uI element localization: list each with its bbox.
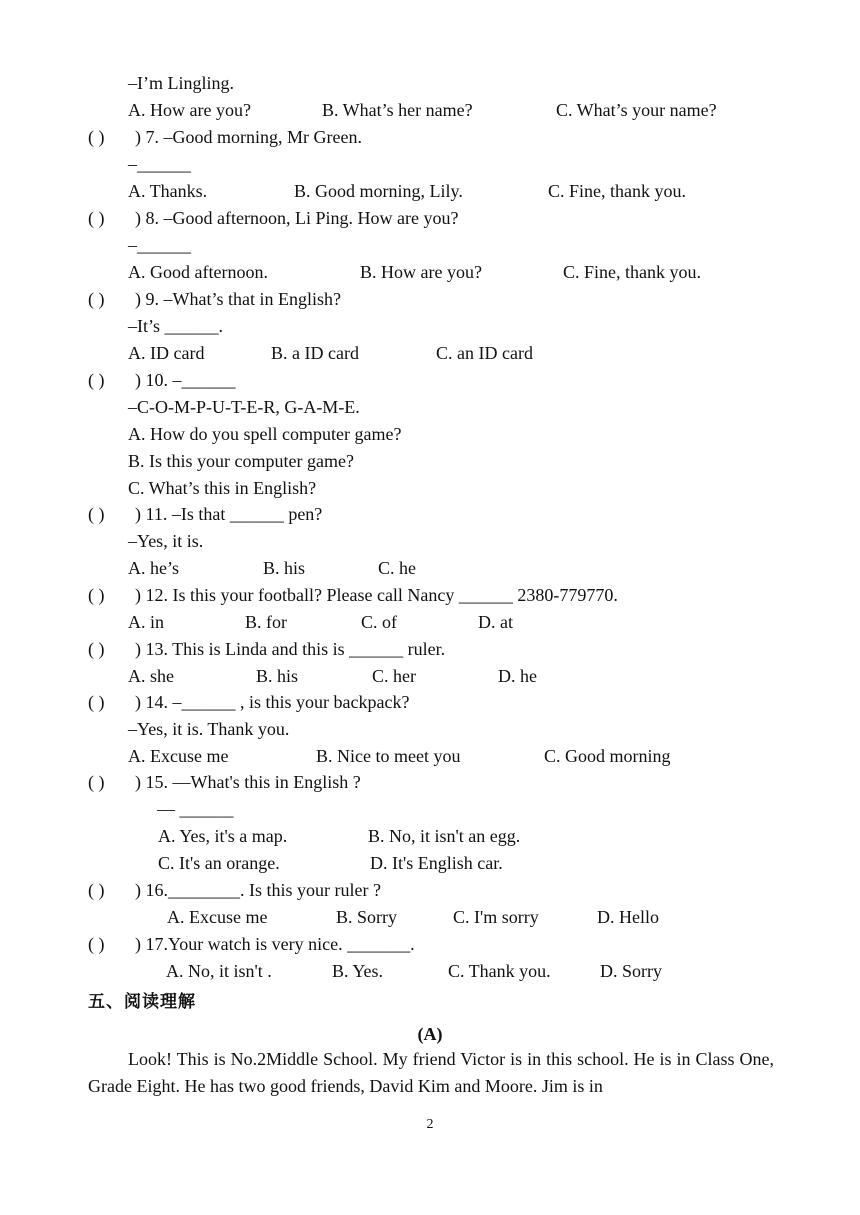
q8-stem: ) 8. –Good afternoon, Li Ping. How are you? [135, 208, 459, 228]
passage-label: (A) [417, 1024, 443, 1044]
q13-option-b: B. his [256, 666, 299, 686]
q12-option-a: A. in [128, 612, 164, 632]
q15-stem: ) 15. —What's this in English ? [135, 772, 361, 792]
q9-stem: ) 9. –What’s that in English? [135, 289, 341, 309]
q16-option-d: D. Hello [597, 907, 659, 927]
q6-option-a: A. How are you? [128, 100, 251, 120]
q7-option-a: A. Thanks. [128, 181, 208, 201]
q15-option-a: A. Yes, it's a map. [158, 826, 288, 846]
q14-line2: –Yes, it is. Thank you. [128, 719, 290, 739]
q8-option-c: C. Fine, thank you. [563, 262, 701, 282]
q16-answer-paren: ( ) [88, 880, 105, 900]
section-heading: 五、阅读理解 [88, 992, 196, 1012]
q10-stem: ) 10. –______ [135, 370, 236, 390]
q12-answer-paren: ( ) [88, 585, 105, 605]
q8-option-b: B. How are you? [360, 262, 482, 282]
q14-answer-paren: ( ) [88, 692, 105, 712]
q11-stem: ) 11. –Is that ______ pen? [135, 504, 323, 524]
q9-answer-paren: ( ) [88, 289, 105, 309]
q11-option-c: C. he [378, 558, 416, 578]
q13-option-c: C. her [372, 666, 416, 686]
q9-option-a: A. ID card [128, 343, 205, 363]
q17-answer-paren: ( ) [88, 934, 105, 954]
q8-answer-paren: ( ) [88, 208, 105, 228]
q8-blank: –______ [128, 235, 191, 255]
q7-answer-paren: ( ) [88, 127, 105, 147]
q12-option-d: D. at [478, 612, 513, 632]
q11-line2: –Yes, it is. [128, 531, 204, 551]
q14-option-c: C. Good morning [544, 746, 671, 766]
q10-answer-paren: ( ) [88, 370, 105, 390]
q15-answer-paren: ( ) [88, 772, 105, 792]
q15-line2: — ______ [157, 799, 234, 819]
q7-option-b: B. Good morning, Lily. [294, 181, 463, 201]
q15-option-d: D. It's English car. [370, 853, 503, 873]
page-number: 2 [426, 1117, 434, 1132]
q16-option-b: B. Sorry [336, 907, 398, 927]
q14-stem: ) 14. –______ , is this your backpack? [135, 692, 410, 712]
q13-stem: ) 13. This is Linda and this is ______ ruler. [135, 639, 446, 659]
q7-option-c: C. Fine, thank you. [548, 181, 686, 201]
q11-option-b: B. his [263, 558, 306, 578]
q17-option-b: B. Yes. [332, 961, 384, 981]
q6-answer-line: –I’m Lingling. [128, 73, 234, 93]
q9-option-b: B. a ID card [271, 343, 359, 363]
q9-line2: –It’s ______. [128, 316, 224, 336]
q13-option-d: D. he [498, 666, 537, 686]
reading-paragraph: Look! This is No.2Middle School. My friend Victor is in this school. He is in Class One, Grade Eight. He has two good friends, David Kim and Moore. Jim is in [88, 1049, 774, 1096]
q10-option-a: A. How do you spell computer game? [128, 424, 402, 444]
q7-blank: –______ [128, 154, 191, 174]
q16-stem: ) 16.________. Is this your ruler ? [135, 880, 381, 900]
q17-option-a: A. No, it isn't . [166, 961, 272, 981]
q12-option-c: C. of [361, 612, 397, 632]
q14-option-b: B. Nice to meet you [316, 746, 461, 766]
q10-line2: –C-O-M-P-U-T-E-R, G-A-M-E. [128, 397, 360, 417]
q6-option-b: B. What’s her name? [322, 100, 473, 120]
q9-option-c: C. an ID card [436, 343, 533, 363]
q8-option-a: A. Good afternoon. [128, 262, 268, 282]
q7-stem: ) 7. –Good morning, Mr Green. [135, 127, 362, 147]
q16-option-a: A. Excuse me [167, 907, 268, 927]
q15-option-b: B. No, it isn't an egg. [368, 826, 521, 846]
q11-option-a: A. he’s [128, 558, 179, 578]
q16-option-c: C. I'm sorry [453, 907, 539, 927]
q12-stem: ) 12. Is this your football? Please call Nancy ______ 2380-779770. [135, 585, 618, 605]
q10-option-b: B. Is this your computer game? [128, 451, 354, 471]
q6-option-c: C. What’s your name? [556, 100, 717, 120]
q15-option-c: C. It's an orange. [158, 853, 280, 873]
q13-answer-paren: ( ) [88, 639, 105, 659]
q17-option-c: C. Thank you. [448, 961, 551, 981]
q17-stem: ) 17.Your watch is very nice. _______. [135, 934, 415, 954]
q12-option-b: B. for [245, 612, 287, 632]
q17-option-d: D. Sorry [600, 961, 662, 981]
q11-answer-paren: ( ) [88, 504, 105, 524]
q13-option-a: A. she [128, 666, 174, 686]
q14-option-a: A. Excuse me [128, 746, 229, 766]
q10-option-c: C. What’s this in English? [128, 478, 317, 498]
